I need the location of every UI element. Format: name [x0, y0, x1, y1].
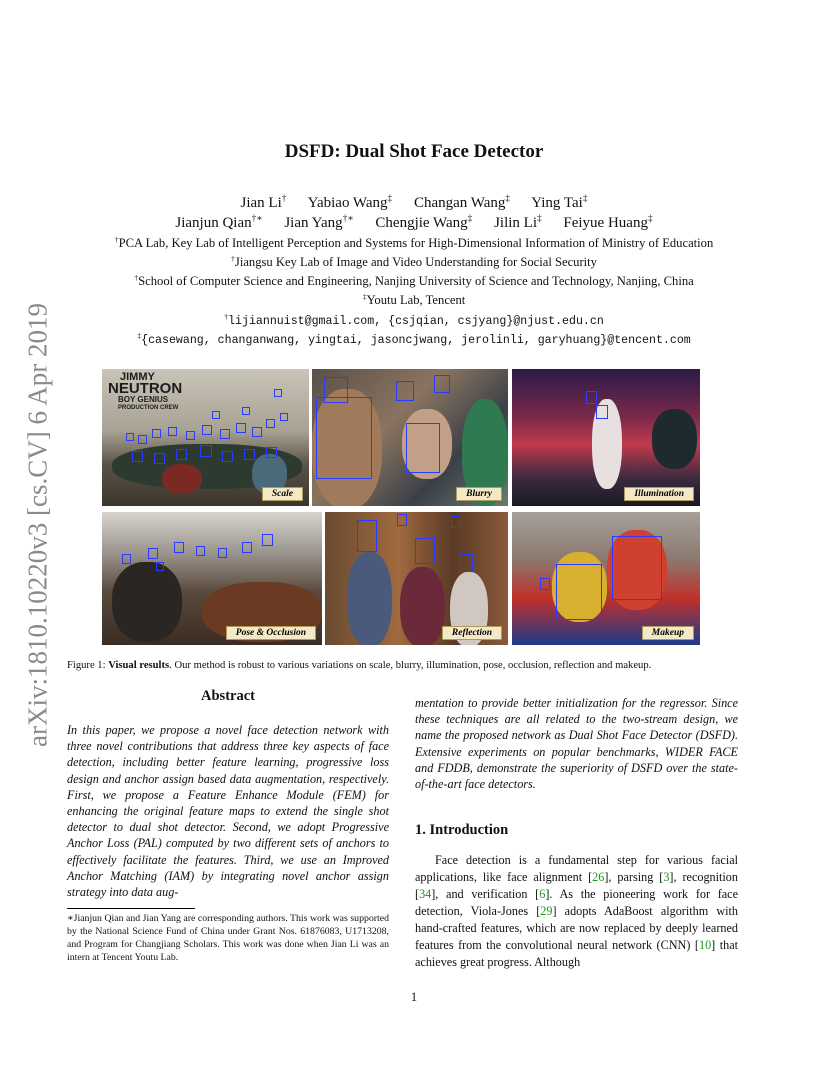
- section-heading-introduction: 1. Introduction: [415, 822, 509, 838]
- abstract-heading: Abstract: [201, 688, 255, 704]
- arxiv-side-label: arXiv:1810.10220v3 [cs.CV] 6 Apr 2019: [22, 303, 53, 747]
- abstract-text-right: mentation to provide better initialization for the regressor. Since these techniques are all related to the two-stream design, we name the proposed network as Dual Shot Face Detector (DSFD). Extensive experiments on popular benchmarks, WIDER FACE and FDDB, demonstrate the superiority of DSFD over the state-of-the-art face detectors.: [415, 696, 738, 792]
- citation-link[interactable]: 6: [539, 887, 546, 901]
- figure-caption: Figure 1: Visual results. Our method is robust to various variations on scale, blurry, illumination, pose, occlusion, reflection and makeup.: [67, 660, 652, 671]
- affiliation-2: †Jiangsu Key Lab of Image and Video Understanding for Social Security: [231, 254, 597, 270]
- citation-link[interactable]: 34: [419, 887, 432, 901]
- figure-panel-illumination: [512, 369, 700, 506]
- panel-label: Reflection: [442, 626, 502, 640]
- panel-label: Blurry: [456, 487, 502, 501]
- figure-panel-scale: [102, 369, 309, 506]
- panel-label: Pose & Occlusion: [226, 626, 316, 640]
- citation-link[interactable]: 26: [592, 870, 605, 884]
- figure-panel-pose-occlusion: [102, 512, 322, 645]
- citation-link[interactable]: 3: [663, 870, 670, 884]
- panel-label: Scale: [262, 487, 303, 501]
- email-line-2: ‡{casewang, changanwang, yingtai, jasoncjwang, jerolinli, garyhuang}@tencent.com: [137, 331, 691, 348]
- panel-label: Makeup: [642, 626, 694, 640]
- affiliation-3: †School of Computer Science and Engineering, Nanjing University of Science and Technology, Nanjing, China: [134, 273, 694, 289]
- author-line-2: Jianjun Qian†∗ Jian Yang†∗ Chengjie Wang‡ Jilin Li‡ Feiyue Huang‡: [175, 214, 653, 231]
- figure-panel-blurry: [312, 369, 508, 506]
- citation-link[interactable]: 10: [698, 938, 712, 952]
- intro-paragraph: Face detection is a fundamental step for various facial applications, like face alignment [26], parsing [3], recognition [34], and verification [6]. As the pioneering work for face detection, Viola-Jones [29] adopts AdaBoost algorithm with hand-crafted features, which are now replaced by deeply learned features from the convolutional neural network (CNN) [10] that achieves great progress. Although: [415, 853, 738, 969]
- figure-panel-reflection: [325, 512, 508, 645]
- abstract-text-left: In this paper, we propose a novel face detection network with three novel contributions that address three key aspects of face detection, including better feature learning, progressive loss design and anchor assign based data augmentation, respectively. First, we propose a Feature Enhance Module (FEM) for enhancing the original feature maps to extend the single shot detector to dual shot detector. Second, we adopt Progressive Anchor Loss (PAL) computed by two different sets of anchors to effectively facilitate the features. Third, we use an Improved Anchor Matching (IAM) by integrating novel anchor assign strategy into data aug-: [67, 723, 389, 900]
- figure-panel-makeup: [512, 512, 700, 645]
- paper-title: DSFD: Dual Shot Face Detector: [284, 141, 544, 162]
- poster-text: JIMMY NEUTRON BOY GENIUS PRODUCTION CREW: [108, 371, 183, 411]
- page-number: 1: [410, 990, 418, 1004]
- footnote: ∗Jianjun Qian and Jian Yang are corresponding authors. This work was supported by the National Science Fund of China under Grant Nos. 61876083, U1713208, and Program for Changjiang Scholars. This work was done when Jian Li was an intern at Tencent Youtu Lab.: [67, 913, 389, 963]
- footnote-rule: [67, 908, 195, 909]
- affiliation-4: ‡Youtu Lab, Tencent: [362, 292, 466, 308]
- author-line-1: Jian Li† Yabiao Wang‡ Changan Wang‡ Ying Tai‡: [240, 194, 588, 211]
- panel-label: Illumination: [624, 487, 694, 501]
- affiliation-1: †PCA Lab, Key Lab of Intelligent Perception and Systems for High-Dimensional Information of Ministry of Education: [114, 235, 714, 251]
- citation-link[interactable]: 29: [540, 904, 553, 918]
- email-line-1: †lijiannuist@gmail.com, {csjqian, csjyang}@njust.edu.cn: [224, 312, 604, 329]
